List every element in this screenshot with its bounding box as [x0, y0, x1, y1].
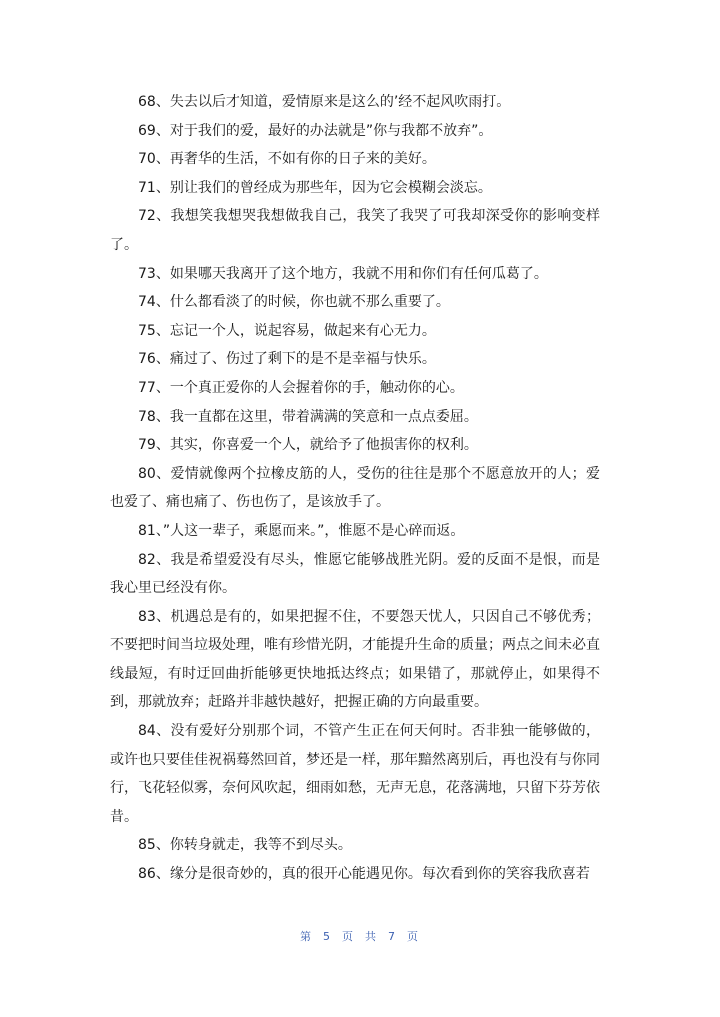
footer-word-ye: 页 [342, 930, 355, 943]
paragraph-74: 74、什么都看淡了的时候，你也就不那么重要了。 [138, 294, 450, 311]
document-body [110, 88, 600, 889]
paragraph-86: 86、缘分是很奇妙的，真的很开心能遇见你。每次看到你的笑容我欣喜若 [138, 866, 590, 883]
footer-word-ye-2: 页 [407, 930, 420, 943]
paragraph-68: 68、失去以后才知道，爱情原来是这么的’经不起风吹雨打。 [138, 94, 511, 110]
paragraph-69: 69、对于我们的爱，最好的办法就是”你与我都不放弃”。 [138, 122, 493, 139]
paragraph-82: 82、我是希望爱没有尽头，惟愿它能够战胜光阴。爱的反面不是恨，而是我心里已经没有你。 [110, 551, 600, 597]
paragraph-77: 77、一个真正爱你的人会握着你的手，触动你的心。 [138, 379, 464, 396]
paragraph-73: 73、如果哪天我离开了这个地方，我就不用和你们有任何瓜葛了。 [138, 265, 548, 282]
paragraph-79: 79、其实，你喜爱一个人，就给予了他损害你的权利。 [138, 437, 478, 454]
footer-word-gong: 共 [365, 930, 378, 943]
paragraph-71: 71、别让我们的曾经成为那些年，因为它会模糊会淡忘。 [138, 179, 492, 196]
paragraph-76: 76、痛过了、伤过了剩下的是不是幸福与快乐。 [138, 351, 436, 368]
paragraph-81: 81、”人这一辈子，乘愿而来。”，惟愿不是心碎而返。 [138, 522, 465, 539]
paragraph-83: 83、机遇总是有的，如果把握不住，不要怨天忧人，只因自己不够优秀；不要把时间当垃圾处理，唯有珍惜光阴，才能提升生命的质量；两点之间未必直线最短，有时迂回曲折能够更快地抵达终点；如果错了，那就停止，如果得不到，那就放弃；赶路并非越快越好，把握正确的方向最重要。 [110, 608, 600, 711]
footer-page-number: 5 [323, 930, 332, 943]
paragraph-75: 75、忘记一个人，说起容易，做起来有心无力。 [138, 322, 436, 339]
paragraph-80: 80、爱情就像两个拉橡皮筋的人，受伤的往往是那个不愿意放开的人；爱也爱了、痛也痛了、伤也伤了，是该放手了。 [110, 465, 600, 511]
page-footer [0, 928, 720, 944]
paragraph-70: 70、再奢华的生活，不如有你的日子来的美好。 [138, 151, 436, 168]
footer-word-di: 第 [300, 930, 313, 943]
footer-total-pages: 7 [388, 930, 397, 943]
paragraph-85: 85、你转身就走，我等不到尽头。 [138, 837, 352, 854]
paragraph-72: 72、我想笑我想哭我想做我自己，我笑了我哭了可我却深受你的影响变样了。 [110, 208, 600, 253]
paragraph-84: 84、没有爱好分别那个词，不管产生正在何天何时。否非独一能够做的，或许也只要佳佳祝祸蓦然回首，梦还是一样，那年黯然离别后，再也没有与你同行，飞花轻似雾，奈何风吹起，细雨如愁，无声无息，花落满地，只留下芬芳依昔。 [110, 723, 600, 825]
paragraph-78: 78、我一直都在这里，带着满满的笑意和一点点委屈。 [138, 408, 478, 425]
